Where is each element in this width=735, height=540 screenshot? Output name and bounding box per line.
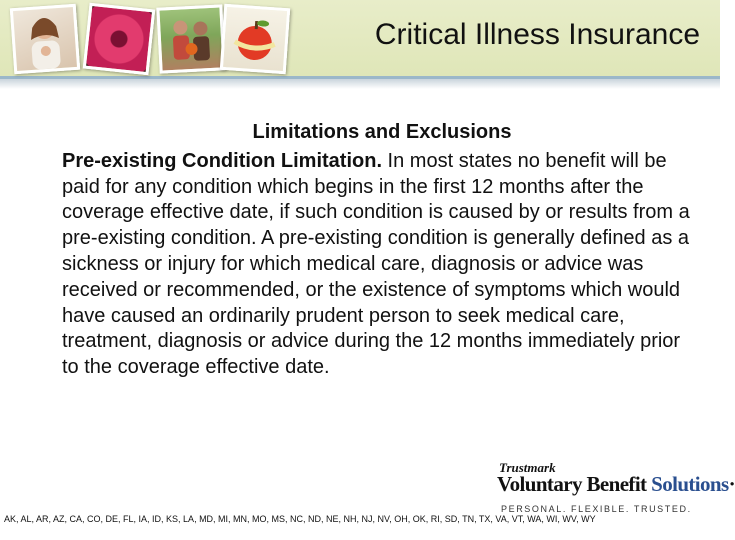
- logo-tagline: PERSONAL. FLEXIBLE. TRUSTED.: [501, 504, 692, 514]
- woman-photo-icon: [10, 4, 80, 74]
- flower-photo-icon: [83, 3, 156, 76]
- header-shadow: [0, 79, 720, 89]
- body-text: In most states no benefit will be paid for any condition which begins in the first 12 months after the coverage effective date, if such condition is caused by or results from a pre-existing condition. A pre-existing condition is generally defined as a sickness or injury for which medical care, diagnosis or advice was received or recommended, or the existence of symptoms which would have caused an ordinarily prudent person to seek medical care, treatment, diagnosis or advice during the 12 months immediately prior to the coverage effective date.: [62, 149, 690, 379]
- state-list: AK, AL, AR, AZ, CA, CO, DE, FL, IA, ID, KS, LA, MD, MI, MN, MO, MS, NC, ND, NE, NH, NJ, NV, OH, OK, RI, SD, TN, TX, VA, VT, WA, WI, WV, WY: [4, 514, 596, 524]
- apple-tape-measure-photo-icon: [220, 4, 290, 74]
- company-logo: [497, 460, 735, 520]
- logo-mark: ·: [728, 472, 735, 496]
- slide-content: [62, 120, 702, 381]
- section-heading: Limitations and Exclusions: [252, 121, 512, 143]
- slide-header: [0, 0, 720, 82]
- logo-line-left: Voluntary Benefit: [497, 472, 647, 496]
- page-title: Critical Illness Insurance: [374, 18, 700, 51]
- logo-company-name: Trustmark: [499, 460, 556, 475]
- logo-product-name: [497, 472, 735, 497]
- lead-phrase: Pre-existing Condition Limitation.: [62, 149, 382, 172]
- logo-line-right: Solutions: [651, 472, 729, 496]
- family-photo-icon: [156, 4, 225, 73]
- body-paragraph: [62, 149, 702, 381]
